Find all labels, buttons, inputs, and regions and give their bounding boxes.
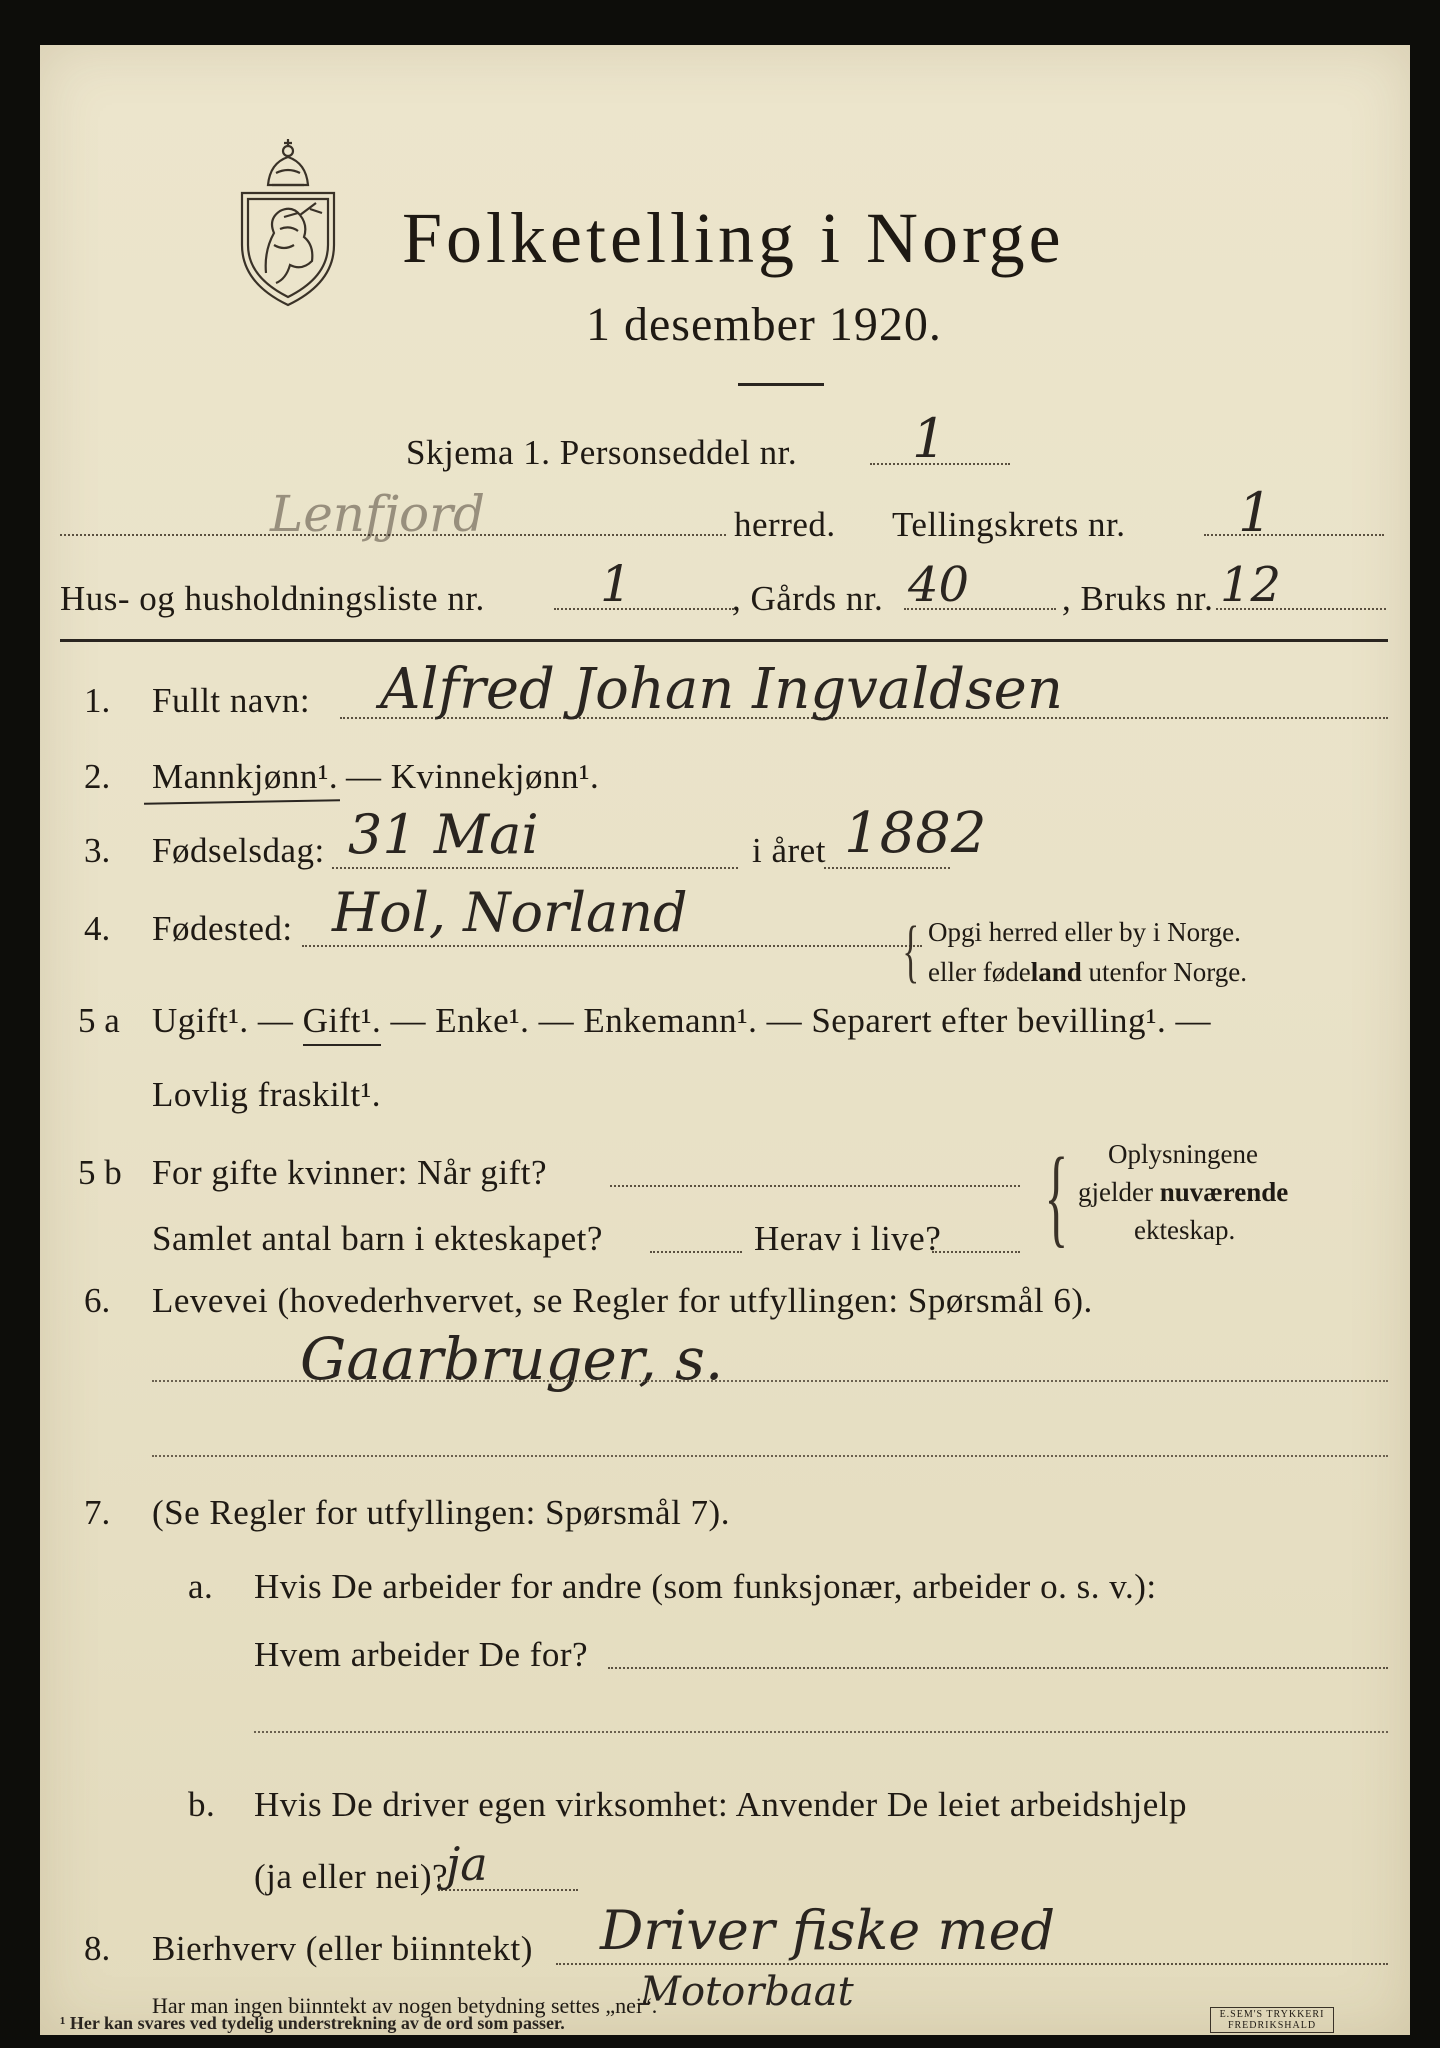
q3-year-value: 1882 xyxy=(844,801,987,866)
q8-value-1: Driver fiske med xyxy=(600,1899,1056,1962)
printer-stamp: E.SEM'S TRYKKERI FREDRIKSHALD xyxy=(1210,2007,1334,2033)
bruks-label: , Bruks nr. xyxy=(1062,579,1214,618)
footnote: ¹ Her kan svares ved tydelig understrekning av de ord som passer. xyxy=(60,2013,565,2033)
title-divider xyxy=(738,383,824,386)
q3-label: Fødselsdag: xyxy=(152,831,325,870)
q8-value-2: Motorbaat xyxy=(640,1969,854,2015)
q4-number: 4. xyxy=(84,909,111,948)
q5a-line2: Lovlig fraskilt¹. xyxy=(152,1075,381,1114)
q7b-letter: b. xyxy=(188,1785,216,1824)
q3-day-line xyxy=(332,867,738,869)
q8-label: Bierhverv (eller biinntekt) xyxy=(152,1929,533,1968)
q5b-children-line xyxy=(650,1251,742,1253)
q5b-alive-line xyxy=(932,1251,1020,1253)
tellingskrets-line xyxy=(1204,534,1384,536)
gards-label: , Gårds nr. xyxy=(732,579,884,618)
census-date: 1 desember 1920. xyxy=(586,298,942,351)
q6-number: 6. xyxy=(84,1281,111,1320)
q5b-note-3: ekteskap. xyxy=(1134,1215,1236,1245)
q5b-brace: { xyxy=(1044,1135,1069,1257)
q4-value: Hol, Norland xyxy=(332,881,688,944)
q4-line xyxy=(302,945,922,947)
q6-label: Levevei (hovederhvervet, se Regler for utfyllingen: Spørsmål 6). xyxy=(152,1281,1093,1320)
q7b-value: ja xyxy=(446,1837,488,1891)
q5b-label-2: Samlet antal barn i ekteskapet? xyxy=(152,1219,603,1258)
q7a-line-extra xyxy=(254,1731,1388,1733)
hus-line xyxy=(554,608,734,610)
skjema-nr-value: 1 xyxy=(912,407,947,470)
q5b-number: 5 b xyxy=(78,1153,122,1192)
q5b-married-line xyxy=(610,1185,1020,1187)
hus-value: 1 xyxy=(600,555,632,613)
q7b-line-2: (ja eller nei)? xyxy=(254,1857,449,1896)
q4-label: Fødested: xyxy=(152,909,293,948)
q7-number: 7. xyxy=(84,1493,111,1532)
q2-male-underline xyxy=(144,799,340,804)
form-title: Folketelling i Norge xyxy=(402,198,1065,278)
q7a-line-2: Hvem arbeider De for? xyxy=(254,1635,589,1674)
q2-number: 2. xyxy=(84,757,111,796)
q5a-number: 5 a xyxy=(78,1001,120,1040)
q4-brace: { xyxy=(902,913,920,990)
q6-line-1 xyxy=(152,1380,1388,1382)
q7b-line-1: Hvis De driver egen virksomhet: Anvender De leiet arbeidshjelp xyxy=(254,1785,1187,1824)
q5b-label-3: Herav i live? xyxy=(754,1219,942,1258)
q1-label: Fullt navn: xyxy=(152,681,311,720)
q1-value: Alfred Johan Ingvaldsen xyxy=(380,657,1063,722)
q7a-letter: a. xyxy=(188,1567,214,1606)
q7-label: (Se Regler for utfyllingen: Spørsmål 7). xyxy=(152,1493,730,1532)
herred-value: Lenfjord xyxy=(270,485,486,543)
herred-label: herred. xyxy=(734,505,836,544)
header-rule xyxy=(60,639,1388,642)
q5b-label-1: For gifte kvinner: Når gift? xyxy=(152,1153,548,1192)
q7a-employer-line xyxy=(608,1667,1388,1669)
skjema-label: Skjema 1. Personseddel nr. xyxy=(406,433,798,472)
tellingskrets-value: 1 xyxy=(1238,481,1273,544)
q4-note-2: eller fødeland utenfor Norge. xyxy=(928,957,1247,987)
q1-number: 1. xyxy=(84,681,111,720)
tellingskrets-label: Tellingskrets nr. xyxy=(892,505,1126,544)
bruks-value: 12 xyxy=(1220,557,1282,613)
census-form xyxy=(40,45,1410,2035)
gards-value: 40 xyxy=(908,557,970,613)
q5b-note-1: Oplysningene xyxy=(1108,1139,1258,1169)
q8-number: 8. xyxy=(84,1929,111,1968)
q6-line-2 xyxy=(152,1455,1388,1457)
q2-male: Mannkjønn¹. xyxy=(152,757,339,796)
footer-note: Har man ingen biinntekt av nogen betydning settes „nei“. xyxy=(152,1993,658,2018)
q5a-gift: Gift¹. xyxy=(303,1001,382,1046)
q5a-options: Ugift¹. — Gift¹. — Enke¹. — Enkemann¹. — Separert efter bevilling¹. — xyxy=(152,1001,1211,1041)
q6-value: Gaarbruger, s. xyxy=(300,1325,724,1393)
norway-coat-of-arms-icon xyxy=(228,133,348,311)
q8-line xyxy=(556,1963,1388,1965)
q3-year-line xyxy=(824,867,950,869)
q4-note-1: Opgi herred eller by i Norge. xyxy=(928,917,1241,947)
hus-label: Hus- og husholdningsliste nr. xyxy=(60,579,485,618)
q5b-note-2: gjelder nuværende xyxy=(1078,1177,1289,1207)
q3-number: 3. xyxy=(84,831,111,870)
q3-year-label: i året xyxy=(752,831,826,870)
q2-female: — Kvinnekjønn¹. xyxy=(346,757,600,796)
q7a-line-1: Hvis De arbeider for andre (som funksjonær, arbeider o. s. v.): xyxy=(254,1567,1157,1606)
q3-day-value: 31 Mai xyxy=(348,803,539,866)
